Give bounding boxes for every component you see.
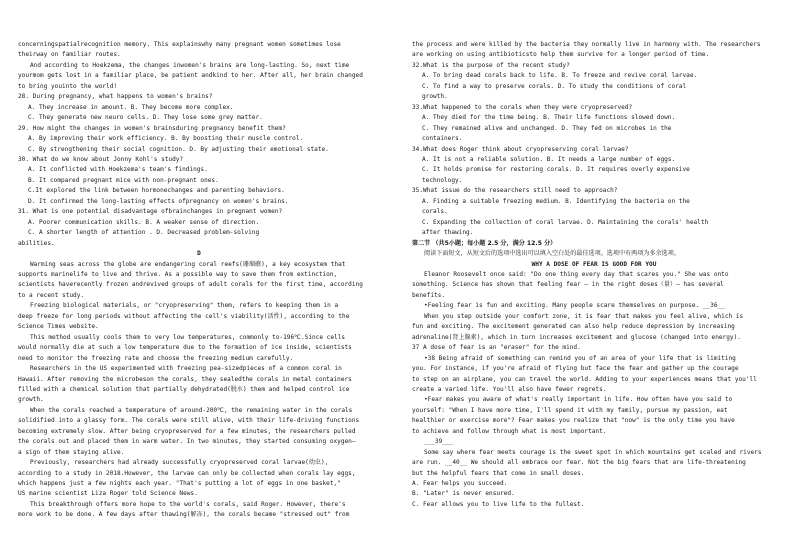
text-line: corals. (422, 208, 448, 216)
text-line: Warming seas across the globe are endangering coral reefs(珊瑚礁), a key ecosystem that (30, 260, 346, 268)
text-line: to step on an airplane, you can travel the world. Adding to your experiences means that you'll (412, 375, 757, 383)
text-line: Freezing biological materials, or "cryopreserving" them, refers to keeping them in a (30, 302, 339, 310)
text-line: to achieve and follow through what is most important. (412, 427, 607, 435)
text-line: 35.What issue do the researchers still need to approach? (412, 187, 618, 195)
text-line: A. It is not a reliable solution. B. It needs a large number of eggs. (422, 155, 676, 163)
text-line: the corals out and placed them in warm water. In two minutes, they started consuming oxygen— (18, 438, 356, 446)
text-line: would normally die at such a low temperature due to the formation of ice inside, scientists (18, 344, 352, 352)
text-line: WHY A DOSE OF FEAR IS GOOD FOR YOU (531, 260, 657, 268)
text-line: 28. During pregnancy, what happens to women's brains? (18, 93, 213, 101)
text-line: Hawaii. After removing the microbeson the corals, they sealedthe corals in metal containers (18, 375, 352, 383)
text-line: This breakthrough offers more hope to the world's corals, said Roger. However, there's (30, 500, 346, 508)
text-line: are working on using antibioticsto help them survive for a longer period of time. (412, 51, 710, 59)
text-line: A. Fear helps you succeed. (412, 480, 508, 488)
text-line: benefits. (412, 291, 446, 299)
text-line: C. They generate new neuro cells. D. They lose some grey matter. (28, 114, 263, 122)
text-line: yourmom gets lost in a familiar place, be patient andkind to her. After all, her brain changed (18, 72, 363, 80)
text-line: the process and were killed by the bacteria they normally live in harmony with. The researchers (412, 41, 761, 48)
text-line: Eleanor Roosevelt once said: "Do one thing every day that scares you." She was onto (424, 270, 729, 278)
text-line: create a varied life. You'll also have fewer regrets. (412, 385, 607, 393)
text-line: And according to Hoekzema, the changes inwomen's brains are long-lasting. So, next time (30, 61, 350, 69)
text-line: supports marinelife to live and thrive. As a possible way to save them from extinction, (18, 270, 338, 278)
text-line: which happens just a few nights each year. "That's putting a lot of eggs in one basket," (18, 480, 341, 488)
text-line: 阅读下面短文，从短文后的选项中选出可以填入空白处的最佳选项。选项中有两项为多余选项。 (424, 250, 680, 258)
text-line: 第二节 （共5小题；每小题 2.5 分，满分 12.5 分） (412, 239, 557, 247)
text-line: 32.What is the purpose of the recent study? (412, 61, 570, 69)
text-line: •38 Being afraid of something can remind you of an area of your life that is limiting (424, 354, 736, 362)
text-line: D (197, 250, 201, 258)
text-line: 33.What happened to the corals when they were cryopreserved? (412, 103, 633, 111)
text-line: but the helpful fears that come in small doses. (412, 469, 585, 477)
text-line: US marine scientist Liza Roger told Science News. (18, 490, 198, 498)
text-line: growth. (422, 93, 448, 101)
text-line: to a recent study. (18, 291, 85, 299)
text-line: deep freeze for long periods without affecting the cell's viability(活性), according to the (18, 312, 350, 320)
text-line: B. It compared pregnant mice with non-pregnant ones. (28, 176, 219, 184)
text-line: A. They died for the time being. B. Their life functions slowed down. (422, 114, 676, 122)
right-column (412, 40, 776, 510)
text-line: solidified into a glassy form. The corals were still alive, with their life-driving functions (18, 417, 360, 425)
text-line: When you step outside your comfort zone, it is fear that makes you feel alive, which is (424, 312, 744, 320)
left-column (18, 40, 380, 521)
text-line: a sign of them staying alive. (18, 448, 125, 456)
text-line: containers. (422, 135, 463, 143)
text-line: 34.What does Roger think about cryopreserving coral larvae? (412, 145, 629, 153)
text-line: abilities. (18, 239, 55, 247)
text-line: C.It explored the link between hormonechanges and parenting behaviors. (28, 187, 285, 195)
text-line: C. A shorter length of attention . D. Decreased problem-solving (28, 229, 260, 237)
text-line: C. They remained alive and unchanged. D. They fed on microbes in the (422, 124, 672, 132)
text-line: ___39___ (424, 438, 454, 446)
text-line: becoming extremely slow. After being cryopreserved for a few minutes, the researchers pulled (18, 427, 356, 435)
text-line: 37 A dose of fear is an "eraser" for the mind. (412, 344, 581, 352)
text-line: A. To bring dead corals back to life. B. To freeze and revive coral larvae. (422, 72, 698, 80)
text-line: adrenaline(肾上腺素), which in turn increases excitement and glucose (changed into energy). (412, 333, 741, 341)
text-line: Researchers in the US experimented with freezing pea-sizedpieces of a common coral in (30, 365, 342, 373)
text-line: A. By improving their work efficiency. B. By boosting their muscle control. (28, 135, 304, 143)
text-line: D. It confirmed the long-lasting effects ofpregnancy on women's brains. (28, 197, 289, 205)
text-line: growth. (18, 396, 44, 404)
text-line: theirway on familiar routes. (18, 51, 121, 59)
text-line: Some say where fear meets courage is the sweet spot in which mountains get scaled and rivers (424, 448, 762, 456)
text-line: healthier or exercise more"? Fear makes you realize that "now" is the only time you have (412, 417, 735, 425)
text-line: 31. What is one potential disadvantage ofbrainchanges in pregnant women? (18, 208, 283, 216)
text-line: something. Science has shown that feeling fear — in the right doses（量）— has several (412, 281, 724, 289)
text-line: B. "Later" is never ensured. (412, 490, 515, 498)
text-line: yourself: "When I have more time, I'll spend it with my family, pursue my passion, eat (412, 406, 728, 414)
text-line: A. They increase in amount. B. They become more complex. (28, 103, 234, 111)
text-line: to bring youinto the world! (18, 82, 118, 90)
text-line: scientists haverecently frozen andrevived groups of adult corals for the first time, according (18, 281, 363, 289)
text-line: filled with a chemical solution that partially dehydrated(脱水) them and helped control ice (18, 385, 350, 393)
text-line: Science Times website. (18, 323, 99, 331)
text-line: technology. (422, 176, 463, 184)
text-line: need to monitor the freezing rate and choose the freezing medium carefully. (18, 354, 294, 362)
text-line: Previously, researchers had already successfully cryopreserved coral larvae(幼虫), (30, 459, 329, 467)
text-line: more work to be done. A few days after thawing(解冻), the corals became "stressed out" from (18, 511, 350, 519)
text-line: C. To find a way to preserve corals. D. To study the conditions of coral (422, 82, 687, 90)
text-line: C. It holds promise for restoring corals. D. It requires overly expensive (422, 166, 690, 174)
text-line: fun and exciting. The excitement generated can also help reduce depression by increasing (412, 323, 735, 331)
text-line: you. For instance, if you're afraid of flying but face the fear and gather up the courage (412, 365, 739, 373)
text-line: C. By strengthening their social cognition. D. By adjusting their emotional state. (28, 145, 329, 153)
text-line: according to a study in 2018.However, the larvae can only be collected when corals lay eggs, (18, 469, 356, 477)
text-line: A. It conflicted with Hoekzema's team's findings. (28, 166, 208, 174)
text-line: A. Finding a suitable freezing medium. B. Identifying the bacteria on the (422, 197, 690, 205)
text-line: after thawing. (422, 229, 474, 237)
text-line: When the corals reached a temperature of around-200℃, the remaining water in the corals (30, 406, 353, 414)
text-line: C. Expanding the collection of coral larvae. D. Maintaining the corals' health (422, 218, 709, 226)
text-line: concerningspatialrecognition memory. This explainswhy many pregnant women sometimes lose (18, 41, 341, 48)
text-line: 30. What do we know about Jonny Kohl's study? (18, 155, 184, 163)
text-line: 29. How might the changes in women's brainsduring pregnancy benefit them? (18, 124, 286, 132)
text-line: •Fear makes you aware of what's really important in life. How often have you said to (424, 396, 733, 404)
text-line: •Feeling fear is fun and exciting. Many people scare themselves on purpose. __36__ (424, 302, 725, 310)
text-line: are run. __40__ We should all embrace our fear. Not the big fears that are life-threatening (412, 459, 746, 467)
text-line: This method usually cools them to very low temperatures, commonly to-196℃.Since cells (30, 333, 346, 341)
text-line: C. Fear allows you to live life to the fullest. (412, 500, 585, 508)
text-line: A. Poorer communication skills. B. A weaker sense of direction. (28, 218, 260, 226)
